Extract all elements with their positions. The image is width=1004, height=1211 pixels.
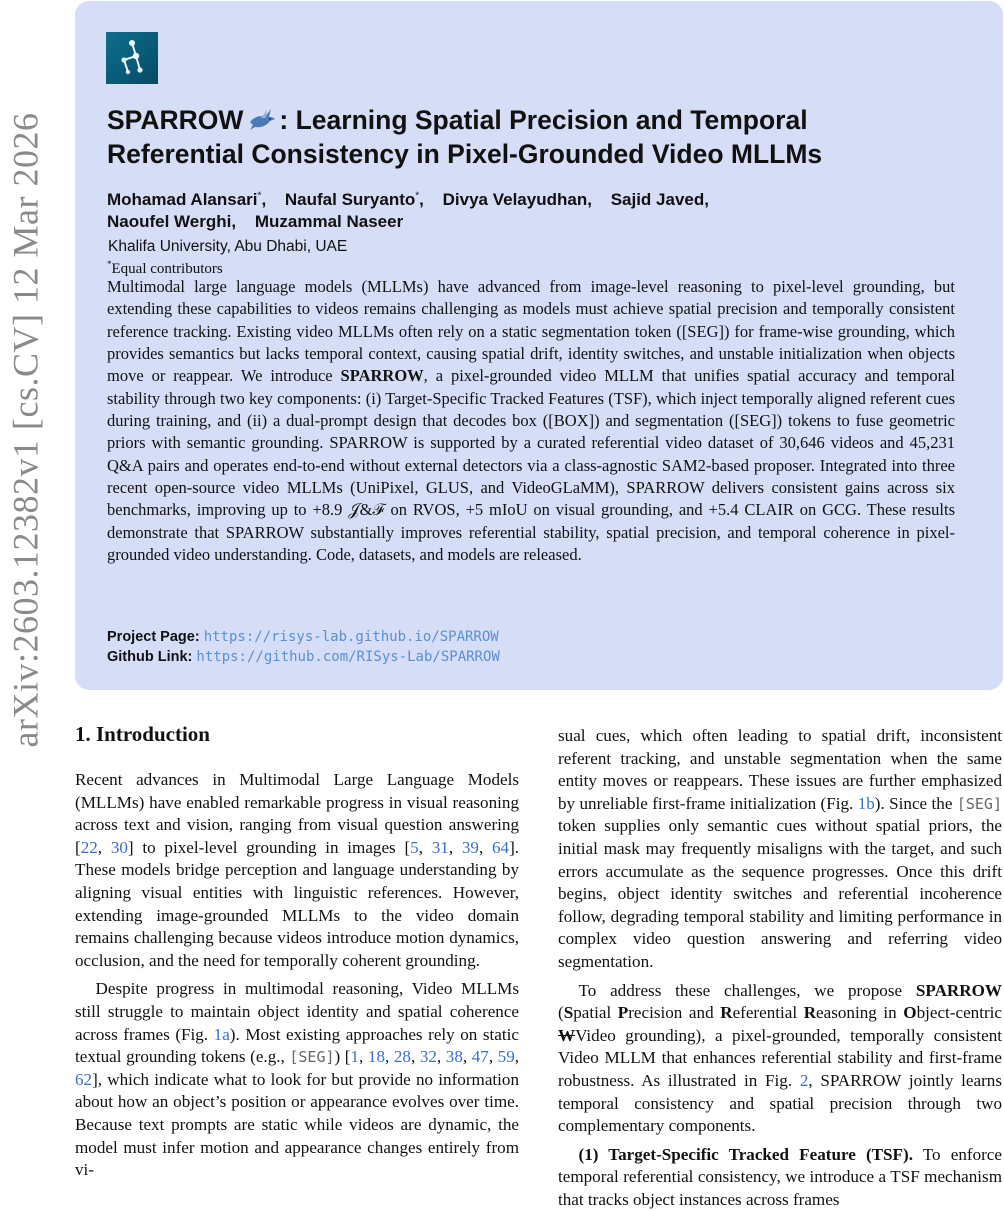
github-link[interactable]: https://github.com/RISys-Lab/SPARROW: [196, 649, 500, 665]
title-panel: [75, 1, 1003, 690]
citation[interactable]: 1: [350, 1047, 360, 1067]
citation[interactable]: 39: [461, 837, 479, 857]
citation[interactable]: 62: [75, 1069, 93, 1089]
network-graph-icon: [106, 32, 158, 84]
left-column: [75, 769, 519, 1182]
figure-ref[interactable]: 2: [799, 1070, 809, 1090]
citation[interactable]: 64: [491, 837, 510, 857]
title-rest-line1: : Learning Spatial Precision and Temporal: [279, 105, 808, 135]
author-1: Mohamad Alansari*,: [107, 189, 267, 209]
seg-token: [SEG]: [289, 1048, 335, 1067]
right-column: [558, 725, 1002, 1211]
citation[interactable]: 32: [419, 1047, 437, 1067]
seg-token: [SEG]: [956, 794, 1002, 813]
github-link-label: Github Link:: [107, 649, 193, 665]
citation[interactable]: 31: [431, 837, 449, 857]
equal-contribution-note: *Equal contributors: [107, 259, 223, 277]
citation[interactable]: 59: [497, 1047, 515, 1067]
citation[interactable]: 5: [410, 837, 419, 857]
citation[interactable]: 47: [471, 1047, 489, 1067]
citation[interactable]: 18: [367, 1047, 385, 1067]
links-block: [107, 627, 500, 667]
figure-ref[interactable]: 1b: [857, 793, 875, 813]
citation[interactable]: 38: [445, 1047, 463, 1067]
intro-paragraph-2: Despite progress in multimodal reasoning, Video MLLMs still struggle to maintain object identity and spatial coherence across frames (Fig. 1a). Most existing approaches rely on static textual grounding tokens (e.g., [SEG]) [1, 18, 28, 32, 38, 47, 59, 62], which indicate what to look for but provide no information about how an object’s position or appearance evolves over time. Because text prompts are static while videos are dynamic, the model must infer motion and appearance changes entirely from vi-: [75, 979, 520, 1180]
intro-paragraph-5: (1) Target-Specific Tracked Feature (TSF). To enforce temporal referential consistency, we introduce a TSF mechanism that tracks object instances across frames: [558, 1144, 1002, 1209]
author-5: Naoufel Werghi,: [107, 212, 237, 232]
author-4: Sajid Javed,: [610, 189, 709, 209]
intro-paragraph-4: To address these challenges, we propose SPARROW (Spatial Precision and Referential Reasoning in Object-centric WVideo grounding), a pixel-grounded, temporally consistent Video MLLM that enhances referential stability and first-frame robustness. As illustrated in Fig. 2, SPARROW jointly learns temporal consistency and spatial precision through two complementary components.: [558, 980, 1002, 1136]
project-page-label: Project Page:: [107, 629, 200, 645]
logo: [106, 32, 158, 84]
abstract: Multimodal large language models (MLLMs) have advanced from image-level reasoning to pixel-level grounding, but extending these capabilities to videos remains challenging as models must achieve spatial precision and temporally consistent reference tracking. Existing video MLLMs often rely on a static segmentation token ([SEG]) for frame-wise grounding, which provides semantics but lacks temporal context, causing spatial drift, identity switches, and unstable initialization when objects move or reappear. We introduce SPARROW, a pixel-grounded video MLLM that unifies spatial accuracy and temporal stability through two key components: (i) Target-Specific Tracked Features (TSF), which inject temporally aligned referent cues during training, and (ii) a dual-prompt design that decodes box ([BOX]) and segmentation ([SEG]) tokens to fuse geometric priors with semantic grounding. SPARROW is supported by a curated referential video dataset of 30,646 videos and 45,231 Q&A pairs and operates end-to-end without external detectors via a class-agnostic SAM2-based proposer. Integrated into three recent open-source video MLLMs (UniPixel, GLUS, and VideoGLaMM), SPARROW delivers consistent gains across six benchmarks, improving up to +8.9 𝒥&ℱ on RVOS, +5 mIoU on visual grounding, and +5.4 CLAIR on GCG. These results demonstrate that SPARROW substantially improves referential stability, spatial precision, and temporal coherence in pixel-grounded video understanding. Code, datasets, and models are released.: [107, 277, 955, 565]
author-list: [107, 185, 967, 234]
citation[interactable]: 28: [393, 1047, 411, 1067]
affiliation: Khalifa University, Abu Dhabi, UAE: [108, 238, 348, 255]
citation[interactable]: 22: [80, 837, 98, 857]
project-page-link[interactable]: https://risys-lab.github.io/SPARROW: [203, 629, 499, 645]
title-sparrow: SPARROW: [107, 105, 244, 135]
citation[interactable]: 30: [110, 837, 128, 857]
paper-title: [107, 103, 977, 171]
section-heading-introduction: 1. Introduction: [75, 722, 210, 746]
author-2: Naufal Suryanto*,: [284, 189, 424, 209]
arxiv-identifier: [3, 112, 47, 748]
author-3: Divya Velayudhan,: [442, 189, 592, 209]
arxiv-id-text: arXiv:2603.12382v1 [cs.CV] 12 Mar 2026: [5, 112, 46, 748]
author-6: Muzammal Naseer: [254, 212, 404, 232]
title-line2: Referential Consistency in Pixel-Grounded Video MLLMs: [107, 139, 823, 169]
figure-ref[interactable]: 1a: [213, 1024, 230, 1044]
intro-paragraph-3: sual cues, which often leading to spatial drift, inconsistent referent tracking, and unstable segmentation when the same entity moves or reappears. These issues are further emphasized by unreliable first-frame initialization (Fig. 1b). Since the [SEG] token supplies only semantic cues without spatial priors, the initial mask may frequently misaligns with the target, and such errors accumulate as the sequence progresses. Once this drift begins, object identity switches and referential incoherence follow, degrading temporal stability and limiting performance in complex video question answering and referring video segmentation.: [558, 726, 1002, 971]
intro-paragraph-1: Recent advances in Multimodal Large Language Models (MLLMs) have enabled remarkable progress in visual reasoning across text and vision, ranging from visual question answering [22, 30] to pixel-level grounding in images [5, 31, 39, 64]. These models bridge perception and language understanding by aligning visual entities with linguistic references. However, extending image-grounded MLLMs to the video domain remains challenging because videos introduce motion dynamics, occlusion, and the need for temporally coherent grounding.: [75, 770, 520, 970]
sparrow-bird-icon: [247, 106, 277, 132]
